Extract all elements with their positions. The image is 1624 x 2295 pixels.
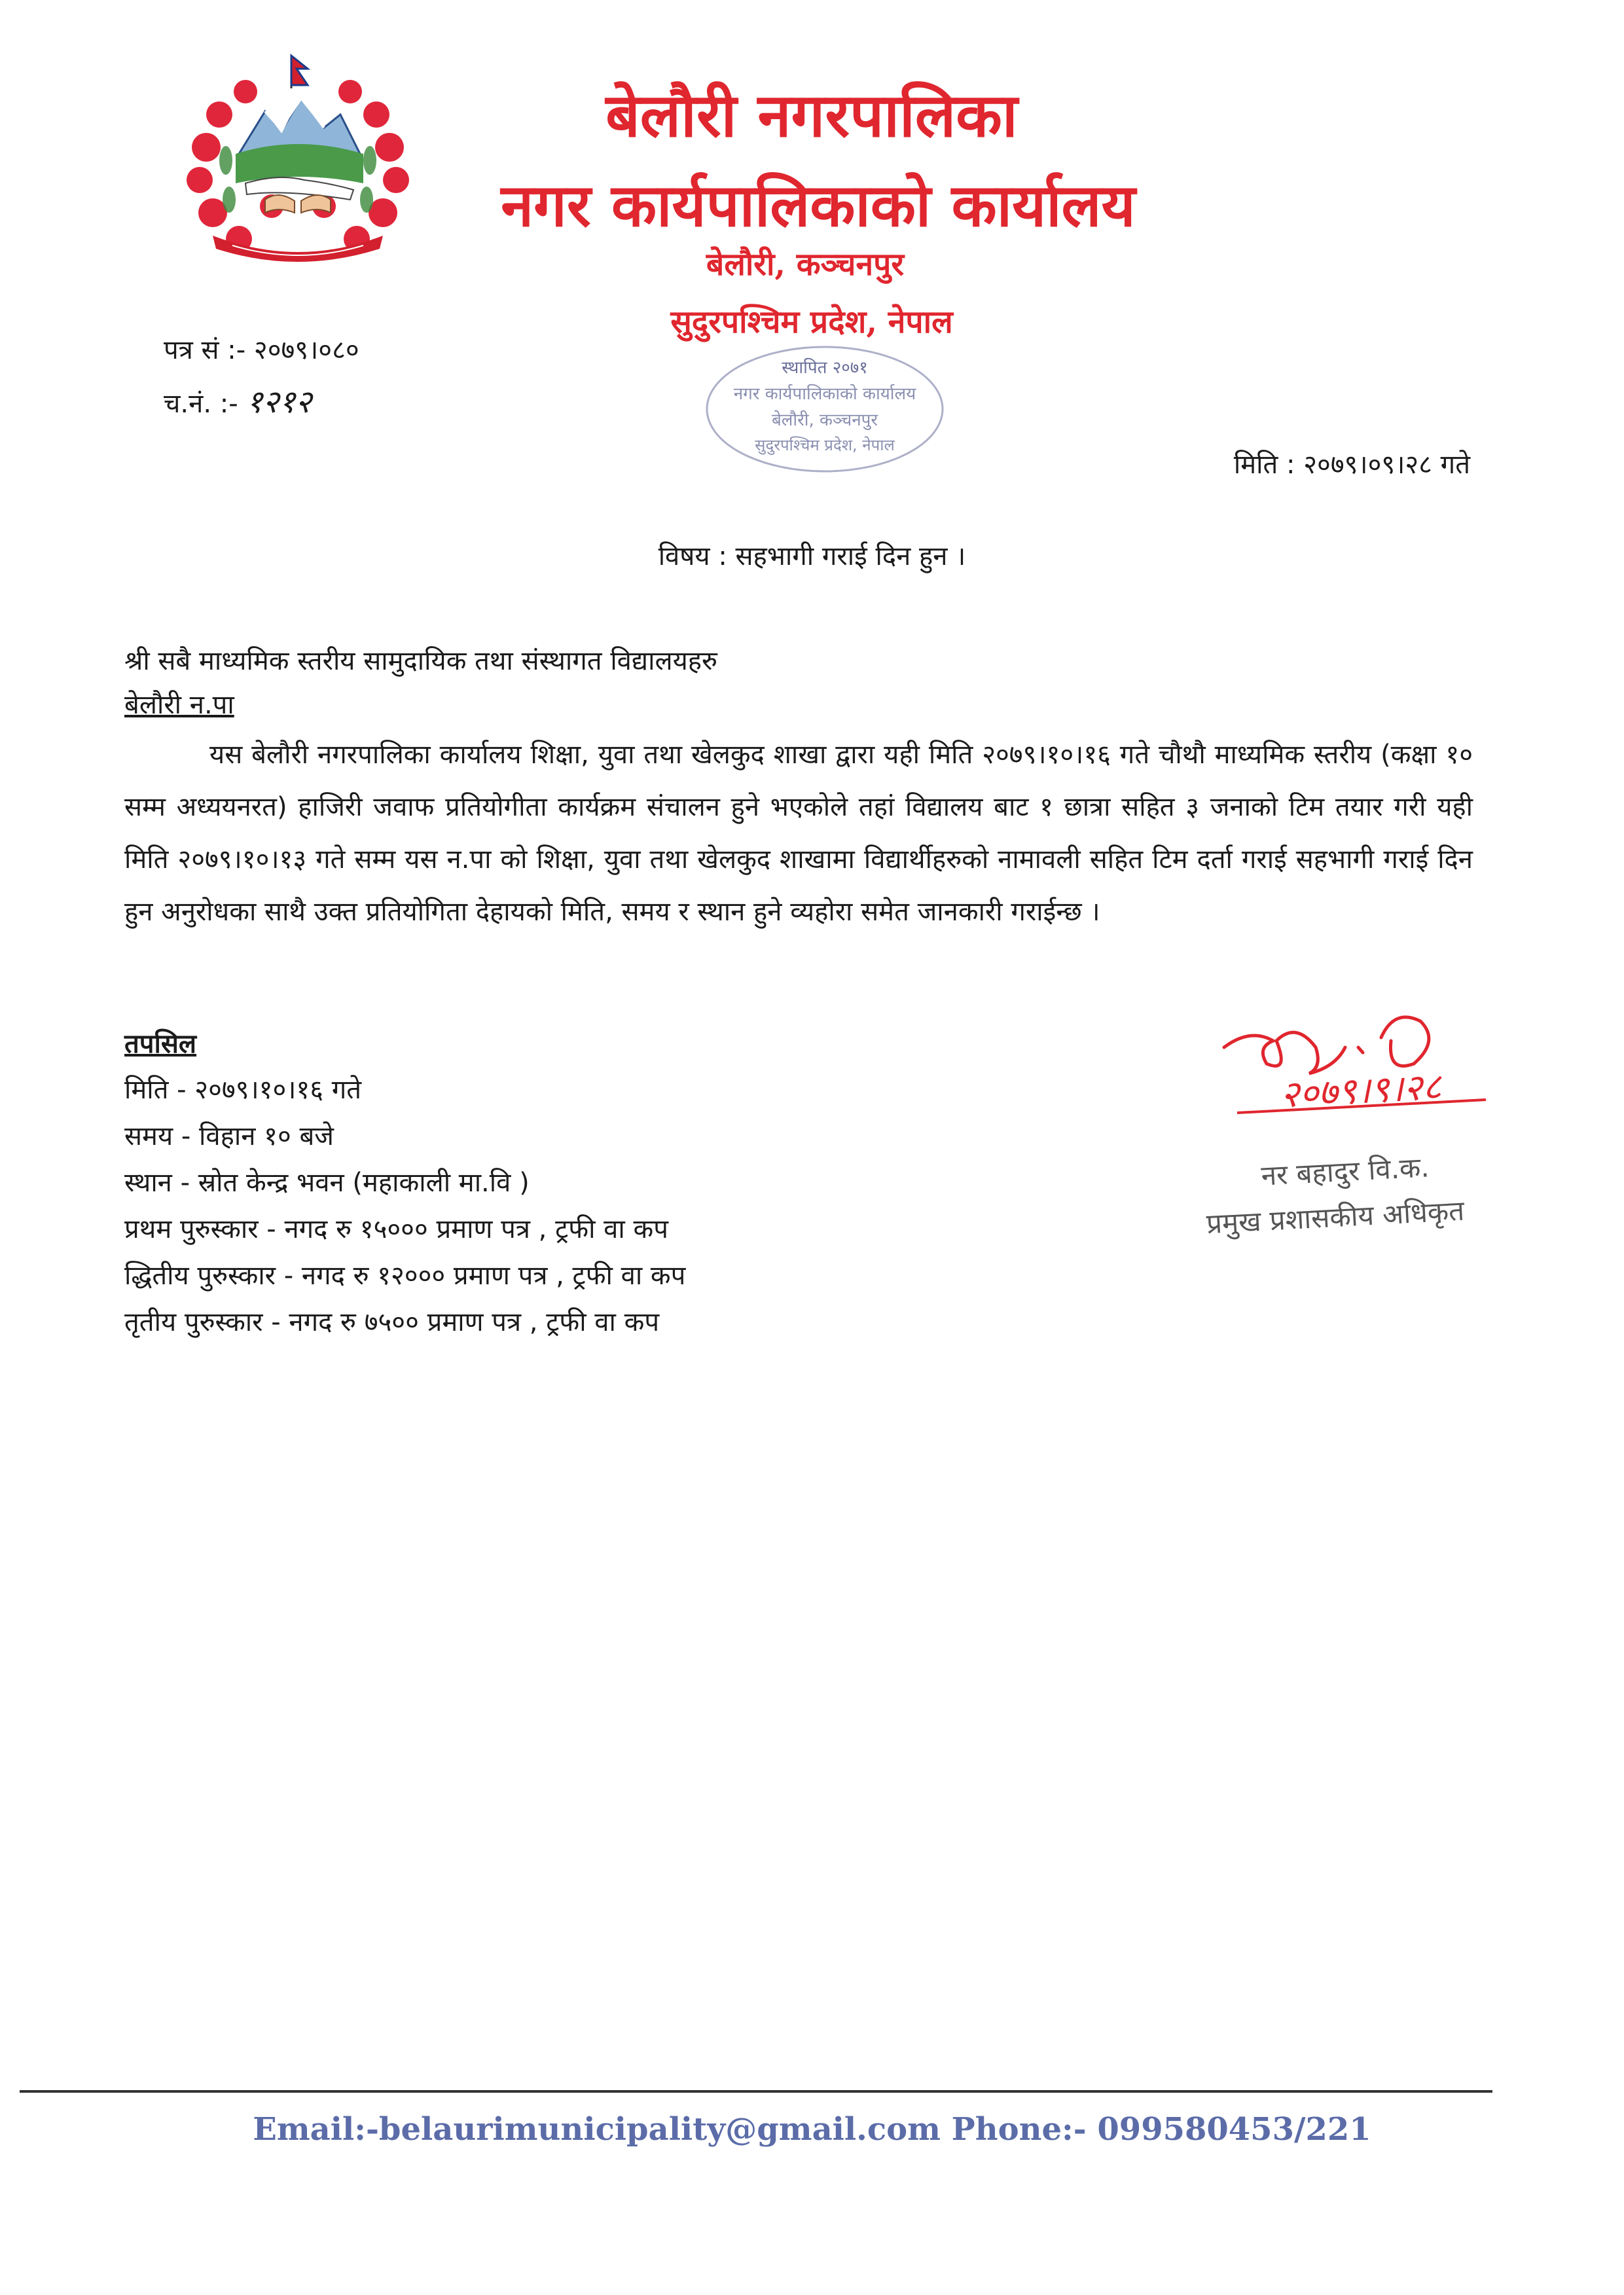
chalani-label: च.नं. :- [164,389,238,419]
footer-divider [20,2090,1492,2093]
province-address: सुदुरपश्चिम प्रदेश, नेपाल [670,304,953,340]
tapsil-list [124,1067,685,1346]
stamp-year: स्थापित २०७१ [782,358,868,378]
list-item: स्थान - स्रोत केन्द्र भवन (महाकाली मा.वि ) [124,1168,530,1198]
list-item: प्रथम पुरुस्कार - नगद रु १५००० प्रमाण पत्र , ट्रफी वा कप [124,1214,668,1244]
list-item: द्धितीय पुरुस्कार - नगद रु १२००० प्रमाण पत्र , ट्रफी वा कप [124,1261,686,1291]
nepal-emblem-logo [167,49,429,272]
patra-number [164,331,359,367]
signature-date: २०७९।९।२८ [1279,1065,1443,1117]
recipient-line: श्री सबै माध्यमिक स्तरीय सामुदायिक तथा संस्थागत विद्यालयहरु [124,646,717,676]
letter-subject: विषय : सहभागी गराई दिन हुन । [658,541,966,571]
signature [1211,1002,1525,1152]
district-address: बेलौरी, कञ्चनपुर [706,246,905,283]
stamp-line2: बेलौरी, कञ्चनपुर [771,410,878,430]
list-item: मिति - २०७९।१०।१६ गते [124,1075,362,1105]
patra-value: २०७९।०८० [253,335,359,365]
letter-date: मिति : २०७९।०९।२८ गते [1233,450,1470,480]
chalani-number [164,380,312,422]
letter-body: यस बेलौरी नगरपालिका कार्यालय शिक्षा, युवा तथा खेलकुद शाखा द्वारा यही मिति २०७९।१०।१६ गते चौथौ माध्यमिक स्तरीय (कक्षा १० सम्म अध्ययनरत) हाजिरी जवाफ प्रतियोगीता कार्यक्रम संचालन हुने भएकोले तहां विद्यालय बाट १ छात्रा सहित ३ जनाको टिम तयार गरी यही मिति २०७९।१०।१३ गते सम्म यस न.पा को शिक्षा, युवा तथा खेलकुद शाखामा विद्यार्थीहरुको नामावली सहित टिम दर्ता गराई सहभागी गराई दिन हुन अनुरोधका साथै उक्त प्रतियोगिता देहायको मिति, समय र स्थान हुने व्यहोरा समेत जानकारी गराईन्छ । [124,740,1473,927]
footer-contact: Email:-belaurimunicipality@gmail.com Phone:- 099580453/221 [253,2111,1371,2148]
recipient-address: बेलौरी न.पा [124,690,234,720]
stamp-line1: नगर कार्यपालिकाको कार्यालय [733,384,916,404]
signatory-title: प्रमुख प्रशासकीय अधिकृत [1205,1194,1466,1240]
patra-label: पत्र सं :- [164,335,246,365]
office-name: नगर कार्यपालिकाको कार्यालय [501,171,1136,240]
chalani-value: १२१२ [246,384,312,420]
list-item: तृतीय पुरुस्कार - नगद रु ७५०० प्रमाण पत्र , ट्रफी वा कप [124,1307,660,1337]
list-item: समय - विहान १० बजे [124,1121,334,1151]
stamp-line3: सुदुरपश्चिम प्रदेश, नेपाल [755,436,895,454]
signatory-name: नर बहादुर वि.क. [1260,1151,1430,1192]
office-stamp [700,340,949,478]
tapsil-heading: तपसिल [124,1029,197,1059]
flag-icon [291,56,308,88]
municipality-name: बेलौरी नगरपालिका [605,80,1018,151]
